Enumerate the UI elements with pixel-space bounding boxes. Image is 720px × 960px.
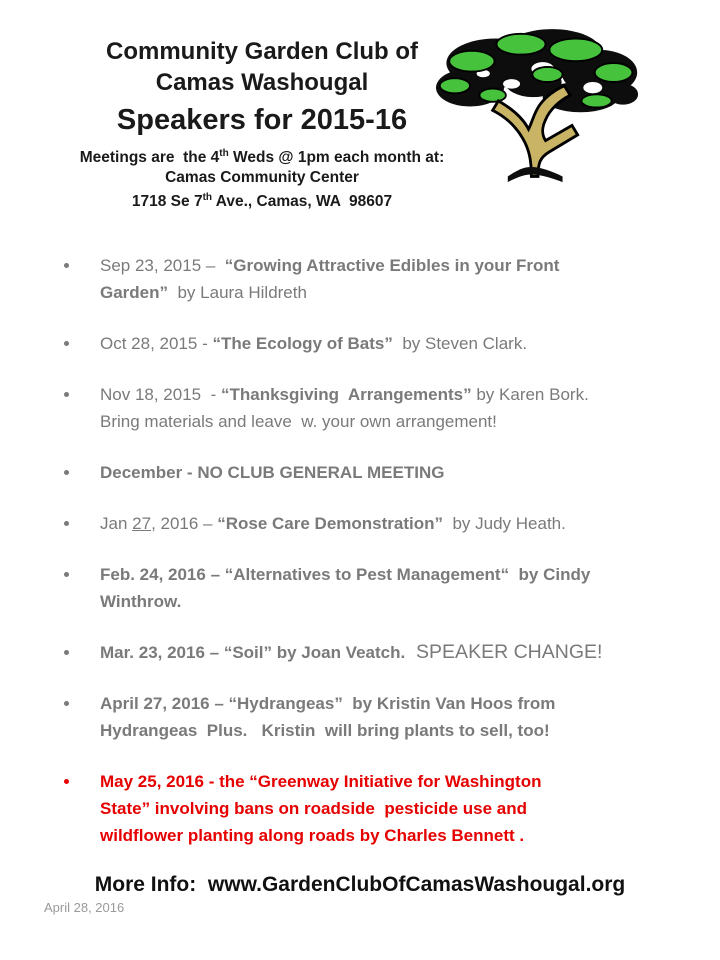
speaker-bullet [62,381,654,435]
bullet-marker-icon [64,470,69,475]
address-pre: 1718 Se 7 [131,193,203,211]
header [0,0,720,212]
footer-date: April 28, 2016 [44,900,125,915]
speaker-bullet [62,639,654,666]
bullet-text: April 27, 2016 – “Hydrangeas” by Kristin Van Hoos from Hydrangeas Plus. Kristin will bring plants to sell, too! [100,694,556,741]
speaker-bullet [62,330,654,357]
address-ordinal: th [202,192,213,204]
speaker-bullet [62,768,654,849]
bullet-marker-icon [64,572,69,577]
venue-name: Camas Community Center [165,169,359,187]
oak-tree-icon [430,14,646,184]
speaker-list [62,252,654,849]
meeting-info-pre: Meetings are the 4 [79,149,220,167]
address-post: Ave., Camas, WA 98607 [212,193,393,211]
season-title: Speakers for 2015-16 [116,104,408,136]
bullet-marker-icon [64,263,69,268]
bullet-marker-icon [64,341,69,346]
venue-address [0,188,524,212]
bullet-text: May 25, 2016 - the “Greenway Initiative for Washington State” involving bans on roadside pesticide use and wildflower planting along roads by Charles Bennett . [100,772,542,846]
bullet-marker-icon [64,392,69,397]
bullet-marker-icon [64,701,69,706]
speaker-bullet [62,690,654,744]
bullet-text: Nov 18, 2015 - “Thanksgiving Arrangements” by Karen Bork. Bring materials and leave w. your own arrangement! [100,385,589,432]
bullet-marker-icon [64,650,69,655]
bullet-text: Feb. 24, 2016 – “Alternatives to Pest Management“ by Cindy Winthrow. [100,565,591,612]
speaker-bullet [62,252,654,306]
bullet-text: December - NO CLUB GENERAL MEETING [100,463,445,483]
bullet-text: Sep 23, 2015 – “Growing Attractive Edibles in your Front Garden” by Laura Hildreth [100,256,560,303]
bullet-text: Oct 28, 2015 - “The Ecology of Bats” by Steven Clark. [100,334,528,354]
meeting-info-ordinal: th [219,148,229,159]
speaker-bullet [62,510,654,537]
bullet-text: Jan 27, 2016 – “Rose Care Demonstration” by Judy Heath. [100,514,566,534]
club-title-line1: Community Garden Club of [106,38,418,65]
speaker-bullet [62,459,654,486]
bullet-marker-icon [64,521,69,526]
bullet-marker-icon [64,779,69,784]
speaker-bullet [62,561,654,615]
club-title-line2: Camas Washougal [155,69,369,96]
meeting-info-post: Weds @ 1pm each month at: [228,149,445,167]
bullet-text: Mar. 23, 2016 – “Soil” by Joan Veatch. SPEAKER CHANGE! [100,641,603,664]
more-info: More Info: www.GardenClubOfCamasWashougal.org [94,873,626,897]
